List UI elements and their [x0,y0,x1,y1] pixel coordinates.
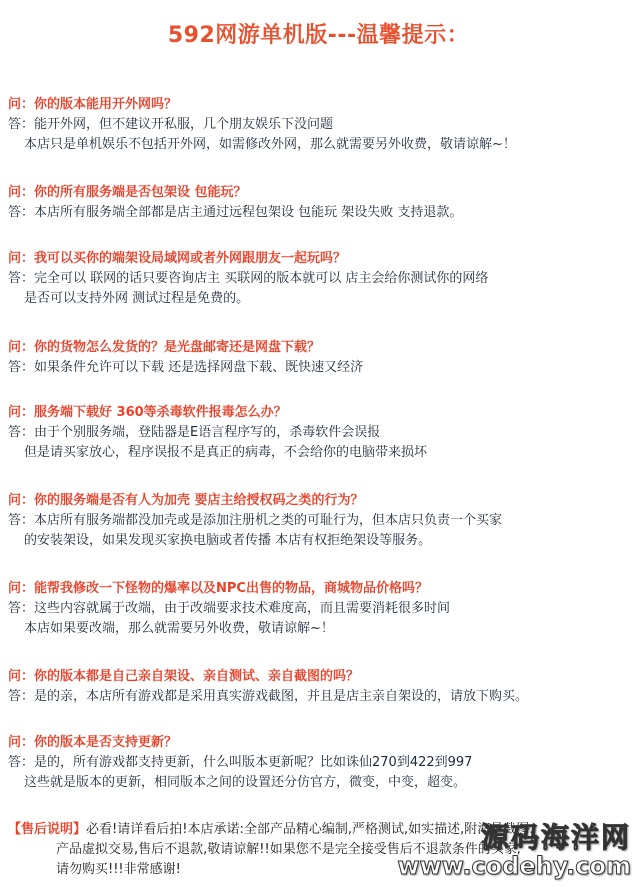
answer-line: 是否可以支持外网 测试过程是免费的。 [24,291,250,306]
after-sale-line: 必看!请详看后拍!本店承诺:全部产品精心编制,严格测试,如实描述,附海量截图. [86,822,534,837]
answer-line: 答：是的亲，本店所有游戏都是采用真实游戏截图，并且是店主亲自架设的，请放下购买。 [8,689,529,704]
qa-block-2 [8,183,628,223]
question: 问：你的版本是否支持更新？ [8,735,178,750]
answer-line: 答：如果条件允许可以下载 还是选择网盘下载、既快速又经济 [8,360,364,375]
question: 问：能帮我修改一下怪物的爆率以及NPC出售的物品，商城物品价格吗？ [8,581,428,596]
question: 问：你的版本能用开外网吗？ [8,97,178,112]
answer-line: 答：完全可以 联网的话只要咨询店主 买联网的版本就可以 店主会给你测试你的网络 [8,271,489,286]
qa-block-5 [8,403,628,463]
answer-line: 的安装架设，如果发现买家换电脑或者传播 本店有权拒绝架设等服务。 [24,533,432,548]
qa-block-7 [8,579,628,639]
qa-block-3 [8,249,628,309]
answer-line: 答：本店所有服务端全部都是店主通过远程包架设 包能玩 架设失败 支持退款。 [8,205,463,220]
qa-block-9 [8,733,628,793]
after-sale-line: 请勿购买!!!非常感谢! [56,862,181,877]
answer-line: 答：是的，所有游戏都支持更新，什么叫版本更新呢？比如诛仙270到422到997 [8,755,473,770]
question: 问：服务端下载好 360等杀毒软件报毒怎么办？ [8,405,287,420]
watermark [397,823,631,879]
after-sale-tag: 【售后说明】 [8,822,87,837]
answer-line: 本店如果要改端，那么就需要另外收费，敬请谅解~！ [24,621,334,636]
answer-line: 本店只是单机娱乐不包括开外网，如需修改外网，那么就需要另外收费，敬请谅解~！ [24,137,516,152]
question: 问：你的版本都是自己亲自架设、亲自测试、亲自截图的吗？ [8,669,360,684]
answer-line: 但是请买家放心，程序误报不是真正的病毒，不会给你的电脑带来损坏 [24,445,428,460]
answer-line: 答：由于个别服务端，登陆器是E语言程序写的，杀毒软件会误报 [8,425,381,440]
watermark-url: www.codehy.com [397,852,631,880]
qa-block-6 [8,491,628,551]
qa-block-8 [8,667,628,707]
watermark-text: 源码海洋网 [480,821,631,854]
question: 问：你的货物怎么发货的？是光盘邮寄还是网盘下载？ [8,340,321,355]
answer-line: 答：本店所有服务端都没加壳或是添加注册机之类的可耻行为，但本店只负责一个买家 [8,513,503,528]
after-sale-line: 产品虚拟交易,售后不退款,敬请谅解!!如果您不是完全接受售后不退款条件的买家, [56,842,521,857]
answer-line: 这些就是版本的更新，相同版本之间的设置还分仿官方，微变，中变，超变。 [24,775,467,790]
question: 问：你的服务端是否有人为加壳 要店主给授权码之类的行为？ [8,493,364,508]
question: 问：我可以买你的端架设局域网或者外网跟朋友一起玩吗？ [8,251,347,266]
answer-line: 答：能开外网，但不建议开私服，几个朋友娱乐下没问题 [8,117,334,132]
question: 问：你的所有服务端是否包架设 包能玩？ [8,185,247,200]
answer-line: 答：这些内容就属于改端，由于改端要求技术难度高，而且需要消耗很多时间 [8,601,451,616]
qa-block-4 [8,338,628,378]
page-title: 592网游单机版---温馨提示： [167,23,470,48]
qa-block-1 [8,95,628,155]
